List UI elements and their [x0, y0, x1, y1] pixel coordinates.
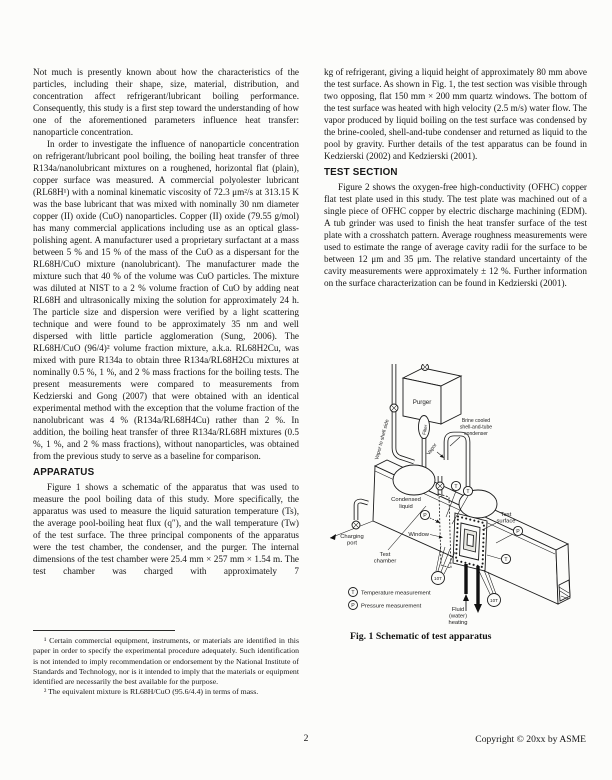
svg-text:T: T: [351, 590, 355, 596]
water-heating-arrows: [463, 564, 482, 613]
vapor-to-shell-label: Vapor to shell side: [374, 418, 391, 461]
figure-legend: [349, 588, 431, 610]
svg-text:surface: surface: [496, 518, 516, 525]
vapor-label: Vapor: [425, 442, 439, 457]
svg-text:liquid: liquid: [399, 504, 413, 510]
body-paragraph: Not much is presently known about how the characteristics of the particles, including their shape, size, material, distribution, and concentration affect refrigerant/lubricant boiling performance. Consequently, this study is a first step toward the understanding of how one of the aforementioned parameters influence heat transfer: nanoparticle concentration.: [33, 67, 299, 137]
condenser-label: Brine cooled: [461, 418, 491, 424]
test-chamber-body: [330, 460, 570, 604]
section-heading-apparatus: APPARATUS: [33, 467, 95, 478]
filter: [419, 416, 430, 439]
t-point: T: [454, 484, 458, 490]
filter-label: Filter: [421, 424, 429, 436]
body-paragraph: In order to investigate the influence of nanoparticle concentration on refrigerant/lubricant pool boiling, the boiling heat transfer of three R134a/nanolubricant mixtures on a roughened, horizontal flat (plain), copper surface was measured. A commercial polyolester lubricant (RL68H¹) with a nominal kinematic viscosity of 72.3 μm²/s at 313.15 K was the base lubricant that was mixed with nominally 30 nm diameter copper (II) oxide (CuO) nanoparticles. Copper (II) oxide (79.55 g/mol) has many commercial applications including use as an optical glass-polishing agent. A manufacturer used a proprietary surfactant at a mass between 5 % and 15 % of the mass of the CuO as a dispersant for the RL68H/CuO mixture (nanolubricant). The manufacturer made the mixture such that 40 % of the volume was CuO particles. The mixture was diluted at NIST to a 2 % volume fraction of CuO by adding neat RL68H and ultrasonically mixing the solution for approximately 24 h. The particle size and dispersion were verified by a light scattering technique and were found to be approximately 35 nm and well dispersed with little particle agglomeration (Sung, 2006). The RL68H/CuO (96/4)² volume fraction mixture, a.k.a. RL68H2Cu, was mixed with pure R134a to obtain three R134a/RL68H2Cu mixtures at nominally 0.5 %, 1 %, and 2 % mass fractions for the boiling tests. The present measurements were compared to measurements from Kedzierski and Gong (2007) that were obtained with an identical experimental method with the exception that the volume fraction of the nanolubricant was 4 % (R134a/RL68H4Cu) rather than 2 %. In addition, the boiling heat transfer of three R134a/RL68H mixtures (0.5 %, 1 %, and 2 % mass fractions), without nanoparticles, was obtained from the previous study to serve as a baseline for comparison.: [33, 139, 299, 461]
tc10-left-label: 10T: [434, 575, 442, 581]
condensed-liquid-label: Condensed: [391, 497, 421, 503]
window-label: Window: [408, 532, 429, 538]
test-plate: [453, 513, 487, 571]
body-paragraph: kg of refrigerant, giving a liquid height of approximately 80 mm above the test surface. As shown in Fig. 1, the test section was visible through two opposing, flat 150 mm × 200 mm quartz windows. The bottom of the test surface was heated with high velocity (2.5 m/s) water flow. The vapor produced by liquid boiling on the test surface was condensed by the brine-cooled, shell-and-tube condenser and returned as liquid to the pool by gravity. Further details of the test apparatus can be found in Kedzierski (2002) and Kedzierski (2001).: [324, 67, 587, 161]
svg-text:(water): (water): [448, 613, 468, 620]
footnote-2: ² The equivalent mixture is RL68H/CuO (95.6/4.4) in terms of mass.: [44, 687, 259, 697]
footnote-rule: [33, 630, 175, 631]
tc10-right-label: 10T: [490, 597, 498, 603]
up-arrowhead: [463, 594, 469, 601]
svg-text:condenser: condenser: [464, 431, 488, 437]
footnote-1: ¹ Certain commercial equipment, instruments, or materials are identified in this paper in order to specify the experimental procedure adequately. Such identification is not intended to imply recommendation or endorsement by the National Institute of Standards and Technology, nor is it intended to imply that the materials or equipment identified are necessarily the best available for the purpose.: [33, 636, 299, 687]
purger-box: [403, 364, 461, 424]
test-chamber-label: Test: [379, 552, 391, 558]
charging-port: [352, 501, 368, 529]
page-number: 2: [303, 733, 309, 744]
section-heading-test-section: TEST SECTION: [324, 167, 398, 178]
test-surface-label: Test: [500, 512, 512, 518]
svg-text:heating: heating: [448, 620, 468, 626]
body-paragraph: Figure 1 shows a schematic of the apparatus that was used to measure the pool boiling data of this study. More specifically, the apparatus was used to measure the liquid saturation temperature (Ts), the average pool-boiling heat flux (q″), and the wall temperature (Tw) of the test surface. The three principal components of the apparatus were the test chamber, the condenser, and the purger. The internal dimensions of the test chamber were 25.4 mm × 257 mm × 1.54 m. The test chamber was charged with approximately 7: [33, 482, 299, 576]
body-paragraph: Figure 2 shows the oxygen-free high-conductivity (OFHC) copper flat test plate used in this study. The test plate was machined out of a single piece of OFHC copper by electric discharge machining (EDM). A tub grinder was used to finish the heat transfer surface of the test plate with a crosshatch pattern. Average roughness measurements were used to estimate the range of average cavity radii for the surface to be between 12 μm and 35 μm. The relative standard uncertainty of the cavity measurements were approximately ± 12 %. Further information on the surface characterization can be found in Kedzierski (2001).: [324, 182, 587, 288]
svg-text:chamber: chamber: [373, 558, 397, 565]
footnotes: [33, 630, 299, 698]
p-point: P: [423, 513, 427, 519]
figure-1-schematic: [328, 364, 598, 628]
purger-label: Purger: [412, 399, 432, 406]
svg-text:P: P: [351, 603, 355, 609]
fluid-heating-label: Fluid: [451, 607, 465, 613]
t-point: T: [466, 489, 470, 495]
t-point: T: [504, 557, 508, 563]
chamber-edge-arrowhead: [330, 534, 336, 540]
svg-text:shell-and-tube: shell-and-tube: [459, 424, 493, 431]
svg-text:port: port: [347, 540, 357, 547]
legend-pressure: Pressure measurement: [361, 603, 422, 610]
p-point: P: [516, 529, 520, 535]
test-apparatus-schematic: [328, 364, 598, 628]
copyright-notice: Copyright © 20xx by ASME: [475, 734, 586, 745]
right-column: [324, 66, 587, 289]
figure-caption: Fig. 1 Schematic of test apparatus: [350, 631, 492, 642]
down-arrowhead: [474, 604, 482, 613]
charging-port-label: Charging: [340, 534, 364, 540]
legend-temperature: Temperature measurement: [361, 590, 431, 597]
left-column: [33, 66, 299, 577]
